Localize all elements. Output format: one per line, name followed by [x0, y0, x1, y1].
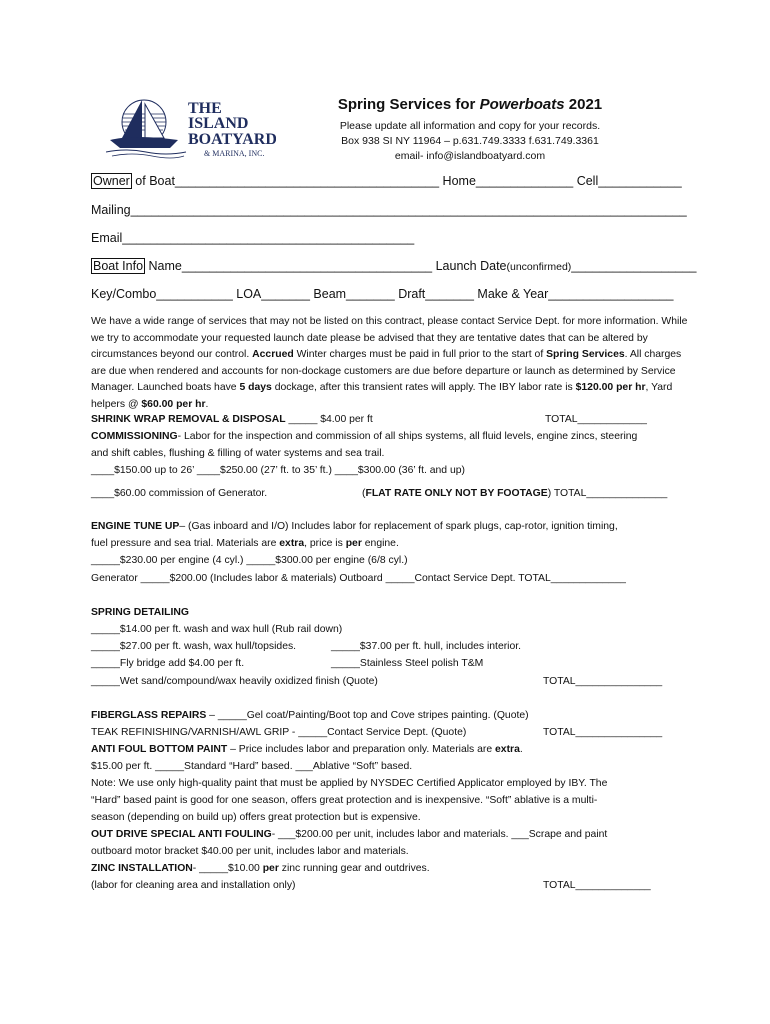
- teak-total[interactable]: TOTAL_______________: [543, 727, 663, 738]
- header-address: Box 938 SI NY 11964 – p.631.749.3333 f.631.749.3361: [341, 135, 599, 147]
- shrink-wrap-total[interactable]: TOTAL____________: [545, 414, 647, 425]
- flat-rate-total[interactable]: (FLAT RATE ONLY NOT BY FOOTAGE) TOTAL______________: [362, 488, 668, 499]
- header-instruction: Please update all information and copy for your records.: [339, 120, 601, 132]
- intro-paragraph: We have a wide range of services that may not be listed on this contract, please contact Service Dept. for more information. While we try to accommodate your requested launch date please be advised that they are tentative dates that can be altered by circumstances beyond our control. Accrued Winter charges must be paid in full prior to the start of Spring Services. All charges are due when rendered and accounts for non-dockage customers are due before departure or launch as determined by Service Manager. Launched boats have 5 days dockage, after this transient rates will apply. The IBY labor rate is $120.00 per hr, Yard helpers @ $60.00 per hr.: [91, 316, 688, 410]
- generator-outboard-line[interactable]: Generator _____$200.00 (Includes labor & materials) Outboard _____Contact Service Dept. TOTAL_____________: [91, 573, 626, 584]
- detailing-option-3b[interactable]: _____Stainless Steel polish T&M: [331, 658, 484, 669]
- form-header: [290, 96, 650, 164]
- spring-detailing-heading: SPRING DETAILING: [91, 607, 189, 618]
- zinc-total[interactable]: TOTAL_____________: [543, 880, 651, 891]
- anti-foul-note-3: season (depending on build up) offers great protection but is expensive.: [91, 812, 421, 823]
- shrink-wrap-line[interactable]: SHRINK WRAP REMOVAL & DISPOSAL _____ $4.00 per ft: [91, 414, 373, 425]
- logo-line-3: BOATYARD: [188, 131, 276, 148]
- anti-foul-line: ANTI FOUL BOTTOM PAINT – Price includes labor and preparation only. Materials are extra.: [91, 744, 523, 755]
- detailing-option-2[interactable]: _____$27.00 per ft. wash, wax hull/topsides.: [91, 641, 297, 652]
- detailing-option-4[interactable]: _____Wet sand/compound/wax heavily oxidized finish (Quote): [91, 676, 378, 687]
- commissioning-line: COMMISSIONING- Labor for the inspection and commission of all ships systems, all fluid levels, engine zincs, steering: [91, 431, 638, 442]
- detailing-option-3[interactable]: _____Fly bridge add $4.00 per ft.: [91, 658, 245, 669]
- engine-tune-up-prices[interactable]: _____$230.00 per engine (4 cyl.) _____$300.00 per engine (6/8 cyl.): [91, 555, 408, 566]
- detailing-total[interactable]: TOTAL_______________: [543, 676, 663, 687]
- anti-foul-note-1: Note: We use only high-quality paint that must be applied by NYSDEC Certified Applicator employed by IBY. The: [91, 778, 608, 789]
- owner-label: Owner: [93, 174, 130, 188]
- boat-info-field[interactable]: Boat Info Name____________________________________ Launch Date(unconfirmed)__________________: [93, 259, 697, 273]
- mailing-field[interactable]: Mailing________________________________________________________________________________: [91, 203, 687, 217]
- teak-line[interactable]: TEAK REFINISHING/VARNISH/AWL GRIP - _____Contact Service Dept. (Quote): [91, 727, 467, 738]
- key-combo-field[interactable]: Key/Combo___________ LOA_______ Beam_______ Draft_______ Make & Year__________________: [91, 287, 674, 301]
- boat-info-label: Boat Info: [93, 259, 144, 273]
- anti-foul-note-2: “Hard” based paint is good for one season, offers great protection and is inexpensive. “Soft” ablative is a multi-: [91, 795, 598, 806]
- detailing-option-1[interactable]: _____$14.00 per ft. wash and wax hull (Rub rail down): [91, 624, 343, 635]
- island-boatyard-logo: [106, 98, 276, 162]
- generator-commission[interactable]: ____$60.00 commission of Generator.: [91, 488, 268, 499]
- anti-foul-options[interactable]: $15.00 per ft. _____Standard “Hard” based. ___Ablative “Soft” based.: [91, 761, 413, 772]
- engine-tune-up-line-2: fuel pressure and sea trial. Materials are extra, price is per engine.: [91, 538, 399, 549]
- logo-line-2: ISLAND: [188, 115, 249, 132]
- owner-field[interactable]: Owner of Boat______________________________________ Home______________ Cell____________: [93, 174, 682, 188]
- commissioning-line-2: and shift cables, flushing & filling of water systems and sea trail.: [91, 448, 385, 459]
- header-email: email- info@islandboatyard.com: [394, 150, 546, 162]
- sailboat-icon: [106, 98, 276, 162]
- commissioning-prices[interactable]: ____$150.00 up to 26’ ____$250.00 (27’ ft. to 35’ ft.) ____$300.00 (36’ ft. and up): [91, 465, 465, 476]
- logo-line-4: & MARINA, INC.: [204, 149, 265, 158]
- zinc-line-2: (labor for cleaning area and installation only): [91, 880, 296, 891]
- engine-tune-up-line: ENGINE TUNE UP– (Gas inboard and I/O) Includes labor for replacement of spark plugs, cap-rotor, ignition timing,: [91, 521, 618, 532]
- zinc-line[interactable]: ZINC INSTALLATION- _____$10.00 per zinc running gear and outdrives.: [91, 863, 430, 874]
- page-title: Spring Services for Powerboats 2021: [337, 96, 603, 113]
- fiberglass-line[interactable]: FIBERGLASS REPAIRS – _____Gel coat/Painting/Boot top and Cove stripes painting. (Quote): [91, 710, 529, 721]
- out-drive-line[interactable]: OUT DRIVE SPECIAL ANTI FOULING- ___$200.00 per unit, includes labor and materials. ___Scrape and paint: [91, 829, 608, 840]
- email-field[interactable]: Email__________________________________________: [91, 231, 415, 245]
- detailing-option-2b[interactable]: _____$37.00 per ft. hull, includes interior.: [331, 641, 522, 652]
- logo-line-1: THE: [188, 100, 222, 117]
- out-drive-line-2: outboard motor bracket $40.00 per unit, includes labor and materials.: [91, 846, 409, 857]
